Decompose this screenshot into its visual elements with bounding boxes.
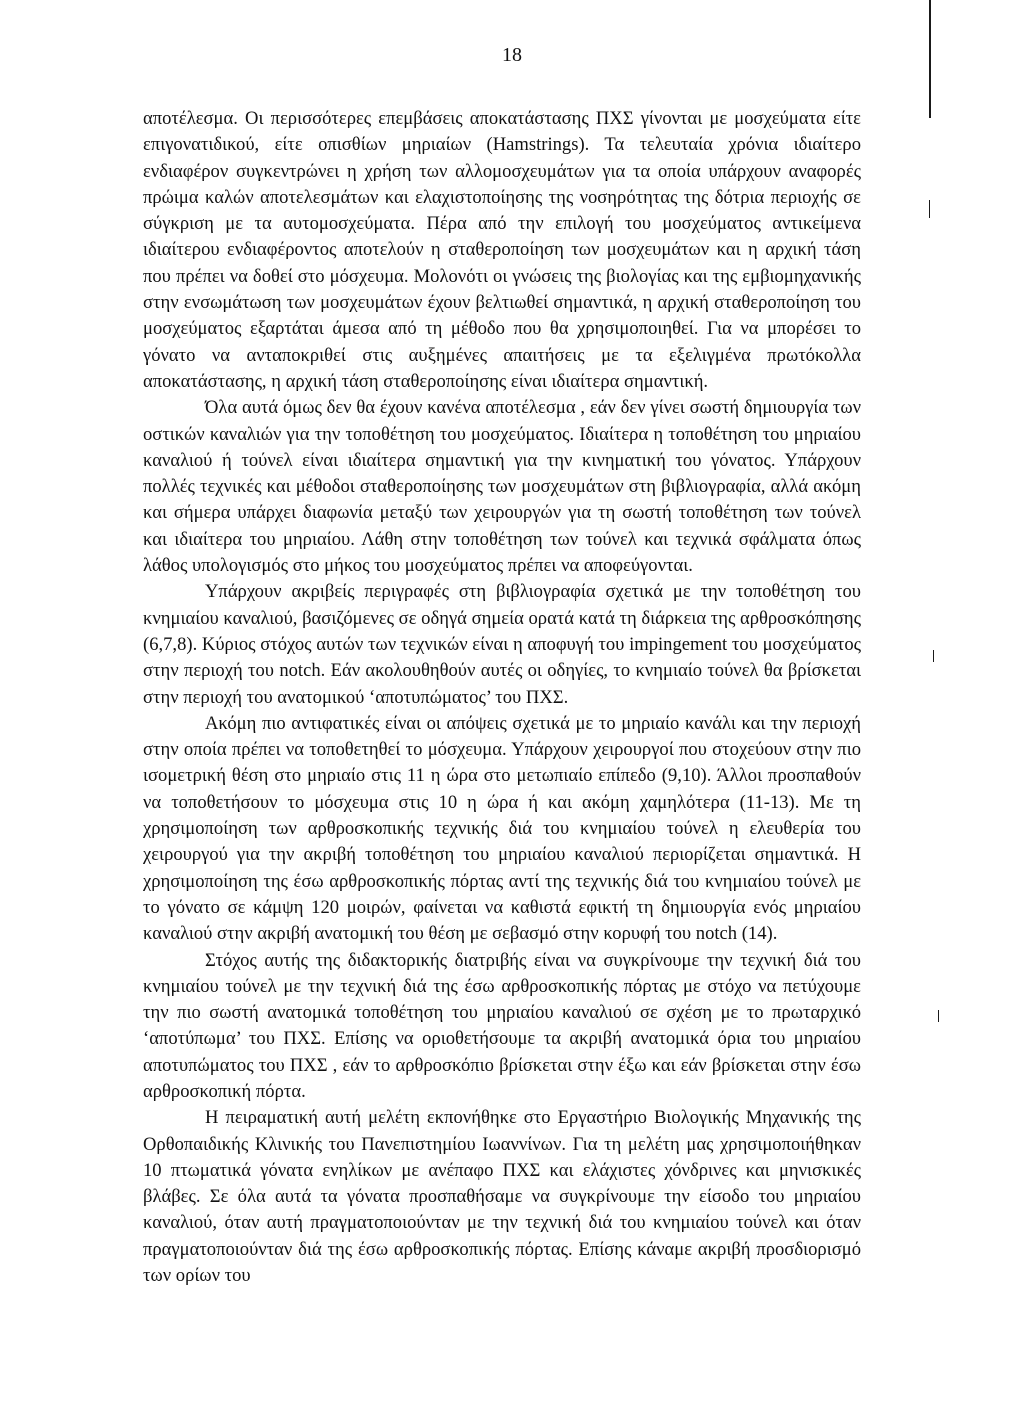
scan-artifact-line <box>929 200 930 218</box>
paragraph: Υπάρχουν ακριβείς περιγραφές στη βιβλιογραφία σχετικά με την τοποθέτηση του κνημιαίου καναλιού, βασιζόμενες σε οδηγά σημεία ορατά κατά τη διάρκεια της αρθροσκόπησης (6,7,8). Κύριος στόχος αυτών των τεχνικών είναι η αποφυγή του impingement του μοσχεύματος στην περιοχή του notch. Εάν ακολουθηθούν αυτές οι οδηγίες, το κνημιαίο τούνελ θα βρίσκεται στην περιοχή του ανατομικού ‘αποτυπώματος’ του ΠΧΣ. <box>143 581 861 708</box>
paragraph: αποτέλεσμα. Οι περισσότερες επεμβάσεις αποκατάστασης ΠΧΣ γίνονται με μοσχεύματα είτε επιγονατιδικού, είτε οπισθίων μηριαίων (Hamstrings). Τα τελευταία χρόνια ιδιαίτερο ενδιαφέρον συγκεντρώνει η χρήση των αλλομοσχευμάτων για τα οποία υπάρχουν αναφορές πρώιμα καλών αποτελεσμάτων και ελαχιστοποίησης της νοσηρότητας της δότρια περιοχής σε σύγκριση με τα αυτομοσχεύματα. Πέρα από την επιλογή του μοσχεύματος αντικείμενα ιδιαίτερου ενδιαφέροντος αποτελούν η σταθεροποίηση των μοσχευμάτων και η αρχική τάση που πρέπει να δοθεί στο μόσχευμα. Μολονότι οι γνώσεις της βιολογίας και της εμβιομηχανικής στην ενσωμάτωση των μοσχευμάτων έχουν βελτιωθεί σημαντικά, η αρχική σταθεροποίηση του μοσχεύματος εξαρτάται άμεσα από τη μέθοδο που θα χρησιμοποιηθεί. Για να μπορέσει το γόνατο να ανταποκριθεί στις αυξημένες απαιτήσεις με τα εξελιγμένα πρωτόκολλα αποκατάστασης, η αρχική τάση σταθεροποίησης είναι ιδιαίτερα σημαντική. <box>143 108 861 392</box>
body-text <box>143 106 861 1289</box>
paragraph: Όλα αυτά όμως δεν θα έχουν κανένα αποτέλεσμα , εάν δεν γίνει σωστή δημιουργία των οστικών καναλιών για την τοποθέτηση του μοσχεύματος. Ιδιαίτερα η τοποθέτηση του μηριαίου καναλιού ή τούνελ είναι ιδιαίτερα σημαντική για την κινηματική του γόνατος. Υπάρχουν πολλές τεχνικές και μέθοδοι σταθεροποίησης των μοσχευμάτων στη βιβλιογραφία, αλλά ακόμη και σήμερα υπάρχει διαφωνία μεταξύ των χειρουργών για τη σωστή τοποθέτηση των τούνελ και ιδιαίτερα του μηριαίου. Λάθη στην τοποθέτηση των τούνελ και τεχνικά σφάλματα όπως λάθος υπολογισμός στο μήκος του μοσχεύματος πρέπει να αποφεύγονται. <box>143 397 861 577</box>
paragraph: Ακόμη πιο αντιφατικές είναι οι απόψεις σχετικά με το μηριαίο κανάλι και την περιοχή στην οποία πρέπει να τοποθετηθεί το μόσχευμα. Υπάρχουν χειρουργοί που στοχεύουν στην πιο ισομετρική θέση στο μηριαίο στις 11 η ώρα στο μετωπιαίο επίπεδο (9,10). Άλλοι προσπαθούν να τοποθετήσουν το μόσχευμα στις 10 η ώρα ή και ακόμη χαμηλότερα (11-13). Με τη χρησιμοποίηση των αρθροσκοπικής τεχνικής διά του κνημιαίου τούνελ η ελευθερία του χειρουργού για την ακριβή τοποθέτηση του μηριαίου καναλιού περιορίζεται σημαντικά. Η χρησιμοποίηση της έσω αρθροσκοπικής πόρτας αντί της τεχνικής διά του κνημιαίου τούνελ με το γόνατο σε κάμψη 120 μοιρών, φαίνεται να καθιστά εφικτή τη δημιουργία ενός μηριαίου καναλιού στην ακριβή ανατομική του θέση με σεβασμό στην κορυφή του notch (14). <box>143 712 861 945</box>
paragraph: Στόχος αυτής της διδακτορικής διατριβής είναι να συγκρίνουμε την τεχνική διά του κνημιαίου τούνελ με την τεχνική διά της έσω αρθροσκοπικής πόρτας με στόχο να πετύχουμε την πιο σωστή ανατομικά τοποθέτηση του μηριαίου καναλιού σε σχέση με το πρωταρχικό ‘αποτύπωμα’ του ΠΧΣ. Επίσης να οριοθετήσουμε τα ακριβή ανατομικά όρια του μηριαίου αποτυπώματος του ΠΧΣ , εάν το αρθροσκόπιο βρίσκεται στην έξω και εάν βρίσκεται στην έσω αρθροσκοπική πόρτα. <box>143 949 861 1102</box>
scan-artifact-line <box>938 1010 939 1022</box>
paragraph: Η πειραματική αυτή μελέτη εκπονήθηκε στο Εργαστήριο Βιολογικής Μηχανικής της Ορθοπαιδικής Κλινικής του Πανεπιστημίου Ιωαννίνων. Για τη μελέτη μας χρησιμοποιήθηκαν 10 πτωματικά γόνατα ενηλίκων με ανέπαφο ΠΧΣ και ελάχιστες χόνδρινες και μηνισκικές βλάβες. Σε όλα αυτά τα γόνατα προσπαθήσαμε να συγκρίνουμε την είσοδο του μηριαίου καναλιού, όταν αυτή πραγματοποιούνταν με την τεχνική διά του κνημιαίου τούνελ και όταν πραγματοποιούνταν διά της έσω αρθροσκοπικής πόρτας. Επίσης κάναμε ακριβή προσδιορισμό των ορίων του <box>143 1107 861 1287</box>
scan-artifact-line <box>933 650 934 662</box>
page-number: 18 <box>502 44 522 66</box>
